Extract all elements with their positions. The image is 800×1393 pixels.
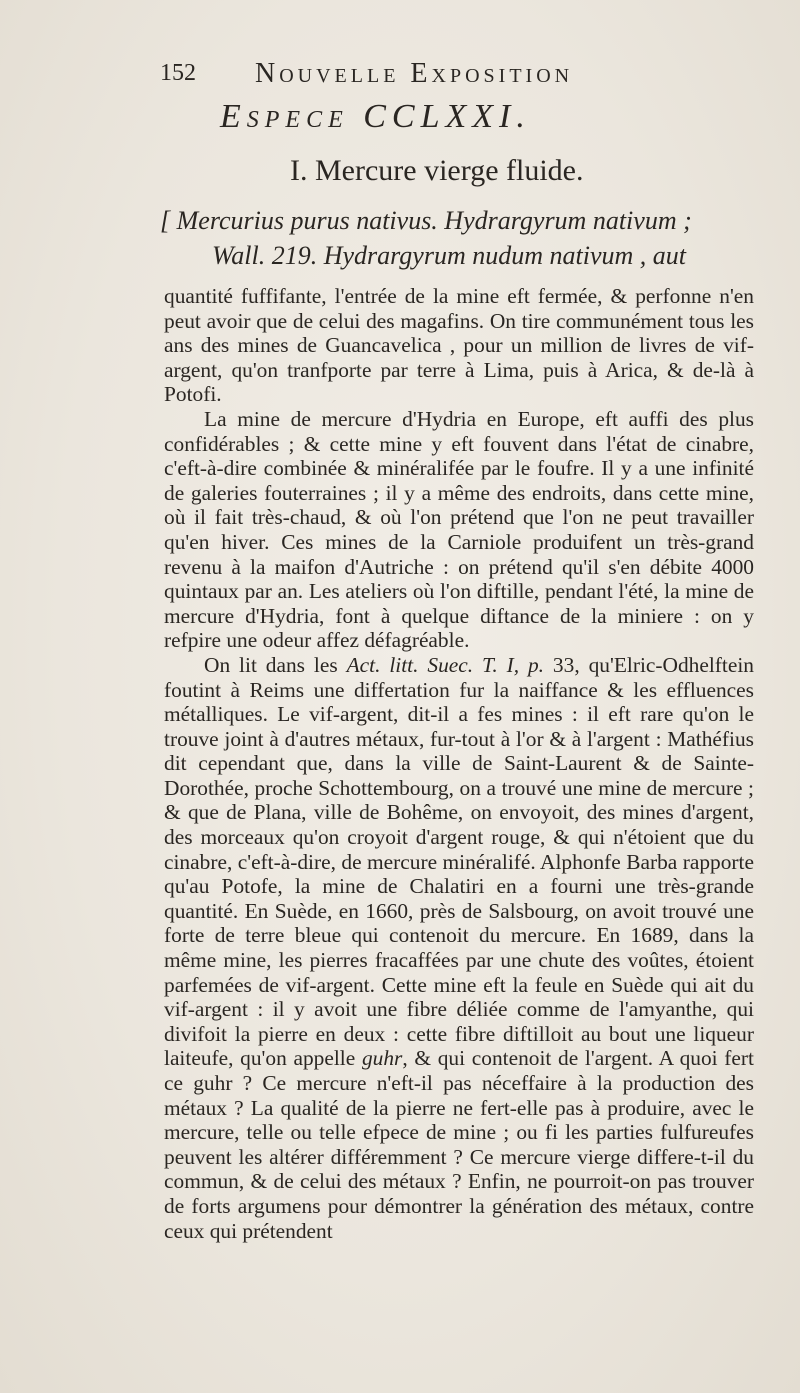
paragraph-1: quantité fuffifante, l'entrée de la mine eft fermée, & perfonne n'en peut avoir que de celui des magafins. On tire communément tous les ans des mines de Guancavelica , pour un million de livres de vif-argent, qu'on tranfporte par terre à Lima, puis à Arica, & de-là à Potofi. xyxy=(164,284,754,407)
body-text xyxy=(164,284,754,1243)
citation: Act. litt. Suec. T. I, p. xyxy=(346,652,545,677)
paragraph-3-text-end: , & qui contenoit de l'argent. A quoi fert ce guhr ? Ce mercure n'eft-il pas néceffaire à la production des métaux ? La qualité de la pierre ne fert-elle pas à produire, avec le mercure, telle ou telle efpece de mine ; ou fi les parties fulfureufes peuvent les altérer différemment ? Ce mercure vierge differe-t-il du commun, & de celui des métaux ? Enfin, ne pourroit-on pas trouver de forts argumens pour démontrer la génération des métaux, contre ceux qui prétendent xyxy=(164,1046,754,1243)
synonymy-line-2: Wall. 219. Hydrargyrum nudum nativum , aut xyxy=(212,241,687,270)
page-number: 152 xyxy=(160,60,196,86)
paragraph-3-text: 33, qu'Elric-Odhelftein foutint à Reims une differtation fur la naiffance & les effluences métalliques. Le vif-argent, dit-il a fes mines : il eft rare qu'on le trouve joint à d'autres métaux, fur-tout à l'or & à l'argent : Mathéfius dit cependant que, dans la ville de Saint-Laurent & de Sainte-Dorothée, proche Schottembourg, on a trouvé une mine de mercure ; & que de Plana, ville de Bohême, on envoyoit, des mines d'argent, des morceaux qu'on croyoit d'argent rouge, & qui n'étoient que du cinabre, c'eft-à-dire, de mercure minéralifé. Alphonfe Barba rapporte qu'au Potofe, la mine de Chalatiri en a fourni une très-grande quantité. En Suède, en 1660, près de Salsbourg, on avoit trouvé une forte de terre bleue qui contenoit du mercure. En 1689, dans la même mine, les pierres fracaffées par une chute des voûtes, étoient parfemées de vif-argent. Cette mine eft la feule en Suède qui ait du vif-argent : il y avoit une fibre déliée comme de l'amyanthe, qui divifoit la pierre en deux : cette fibre diftilloit au bout une liqueur laiteufe, qu'on appelle xyxy=(164,652,754,1071)
paragraph-3 xyxy=(164,653,754,1243)
synonymy-line-1: [ Mercurius purus nativus. Hydrargyrum nativum ; xyxy=(160,206,692,235)
synonymy-block xyxy=(160,203,800,273)
species-heading: Espece CCLXXI. xyxy=(220,98,531,135)
running-title: Nouvelle Exposition xyxy=(255,58,574,89)
running-head xyxy=(160,58,720,98)
subheading: I. Mercure vierge fluide. xyxy=(290,154,584,187)
paragraph-3-lead: On lit dans les xyxy=(204,652,347,677)
term-guhr: guhr xyxy=(361,1046,403,1071)
paragraph-2: La mine de mercure d'Hydria en Europe, eft auffi des plus confidérables ; & cette mine y eft fouvent dans l'état de cinabre, c'eft-à-dire combinée & minéralifée par le foufre. Il y a une infinité de galeries fouterraines ; il y a même des endroits, dans cette mine, où il fait très-chaud, & où l'on prétend que l'on ne peut travailler qu'en hiver. Ces mines de la Carniole produifent un très-grand revenu à la maifon d'Autriche : on prétend qu'il s'en débite 4000 quintaux par an. Les ateliers où l'on diftille, pendant l'été, la mine de mercure d'Hydria, font à quelque diftance de la miniere : on y refpire une odeur affez défagréable. xyxy=(164,406,754,653)
